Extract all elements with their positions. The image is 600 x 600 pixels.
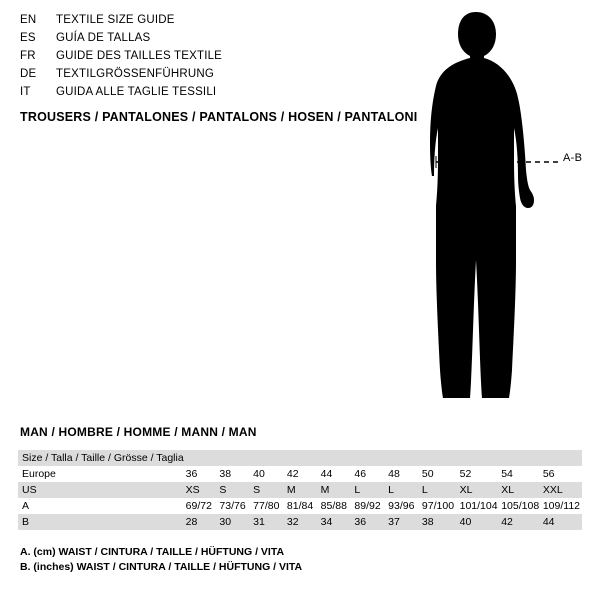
cell: 32 — [285, 514, 319, 530]
footnotes — [20, 545, 302, 575]
table-row — [18, 514, 582, 530]
cell: 93/96 — [388, 500, 415, 512]
cell: 34 — [319, 514, 353, 530]
language-row — [20, 86, 380, 104]
cell: 42 — [286, 468, 299, 480]
language-label: TEXTILGRÖSSENFÜHRUNG — [56, 68, 214, 80]
silhouette-icon — [410, 10, 590, 410]
cell: 101/104 — [459, 500, 498, 512]
language-row — [20, 32, 380, 50]
language-label: TEXTILE SIZE GUIDE — [56, 14, 175, 26]
cell — [285, 450, 319, 466]
cell: 37 — [386, 514, 420, 530]
table-title: MAN / HOMBRE / HOMME / MANN / MAN — [20, 425, 257, 439]
table-row — [18, 482, 582, 498]
cell: 89/92 — [354, 500, 381, 512]
table-row — [18, 466, 582, 482]
table-row — [18, 498, 582, 514]
cell — [251, 450, 285, 466]
cell: 44 — [320, 468, 333, 480]
cell: XL — [499, 482, 541, 498]
cell: XS — [184, 482, 218, 498]
cell: 77/80 — [253, 500, 280, 512]
cell: 42 — [499, 514, 541, 530]
cell: S — [251, 482, 285, 498]
row-label: B — [18, 514, 184, 530]
page-title: TROUSERS / PANTALONES / PANTALONS / HOSEN / PANTALONI — [20, 110, 418, 124]
cell: 36 — [185, 468, 198, 480]
cell: L — [352, 482, 386, 498]
cell: 69/72 — [185, 500, 212, 512]
cell: 85/88 — [320, 500, 347, 512]
language-row — [20, 68, 380, 86]
cell: 46 — [354, 468, 367, 480]
cell: S — [217, 482, 251, 498]
language-list — [20, 14, 380, 104]
cell: 28 — [184, 514, 218, 530]
cell: L — [420, 482, 458, 498]
cell: 48 — [388, 468, 400, 480]
size-table — [18, 450, 582, 530]
cell: L — [386, 482, 420, 498]
cell: 105/108 — [501, 500, 540, 512]
row-label: Europe — [22, 468, 56, 480]
cell: XXL — [541, 482, 582, 498]
language-row — [20, 14, 380, 32]
measure-label-ab: A-B — [563, 152, 583, 164]
cell — [458, 450, 500, 466]
cell: 54 — [501, 468, 513, 480]
language-code: FR — [20, 50, 36, 62]
cell — [386, 450, 420, 466]
cell: 40 — [458, 514, 500, 530]
footnote-b: B. (inches) WAIST / CINTURA / TAILLE / HÜFTUNG / VITA — [20, 561, 303, 573]
cell: 109/112 — [542, 500, 581, 512]
language-label: GUÍA DE TALLAS — [56, 32, 151, 44]
cell: 40 — [253, 468, 265, 480]
row-label: Size / Talla / Taille / Grösse / Taglia — [18, 450, 184, 466]
cell: 56 — [542, 468, 555, 480]
man-silhouette-figure — [410, 10, 590, 410]
language-row — [20, 50, 380, 68]
cell — [217, 450, 251, 466]
language-label: GUIDA ALLE TAGLIE TESSILI — [56, 86, 217, 98]
cell: 81/84 — [286, 500, 314, 512]
cell: 97/100 — [421, 500, 455, 512]
cell: 30 — [217, 514, 251, 530]
language-label: GUIDE DES TAILLES TEXTILE — [56, 50, 223, 62]
cell: 50 — [421, 468, 434, 480]
language-code: ES — [20, 32, 36, 44]
cell: 73/76 — [219, 500, 246, 512]
cell: 38 — [219, 468, 232, 480]
language-code: EN — [20, 14, 37, 26]
cell — [420, 450, 458, 466]
cell: 31 — [251, 514, 285, 530]
cell — [352, 450, 386, 466]
language-code: DE — [20, 68, 37, 80]
cell: XL — [458, 482, 500, 498]
cell: M — [319, 482, 353, 498]
table-row — [18, 450, 582, 466]
footnote-a: A. (cm) WAIST / CINTURA / TAILLE / HÜFTUNG / VITA — [20, 546, 285, 558]
cell — [541, 450, 582, 466]
language-code: IT — [20, 86, 31, 98]
cell — [319, 450, 353, 466]
cell: 38 — [420, 514, 458, 530]
cell: M — [285, 482, 319, 498]
cell — [184, 450, 218, 466]
row-label: A — [22, 500, 30, 512]
cell — [499, 450, 541, 466]
cell: 36 — [352, 514, 386, 530]
cell: 44 — [541, 514, 582, 530]
cell: 52 — [459, 468, 472, 480]
row-label: US — [18, 482, 184, 498]
